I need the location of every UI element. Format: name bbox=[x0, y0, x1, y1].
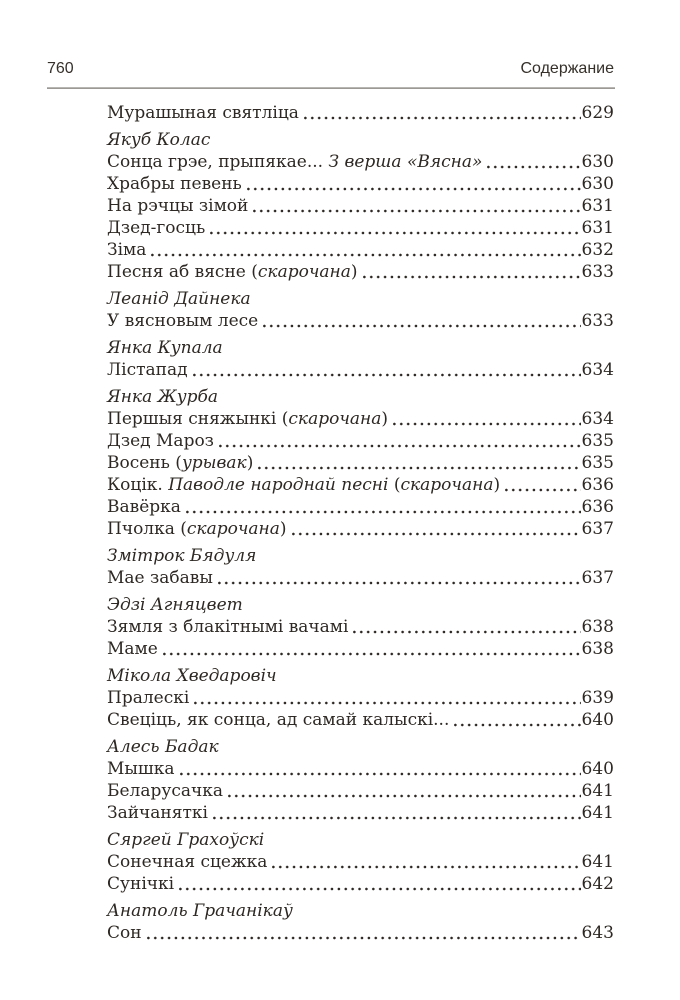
dot-leader bbox=[194, 701, 580, 705]
toc-entry bbox=[107, 310, 614, 332]
entry-title bbox=[107, 496, 181, 518]
dot-leader bbox=[210, 231, 580, 235]
dot-leader bbox=[253, 209, 580, 213]
toc-author bbox=[107, 129, 614, 151]
entry-title bbox=[107, 687, 189, 709]
entry-title-part: Пчолка ( bbox=[107, 519, 187, 539]
entry-title bbox=[107, 922, 142, 944]
dot-leader bbox=[353, 630, 580, 634]
entry-title-part: На рэчцы зімой bbox=[107, 196, 249, 216]
entry-title-part: У вясновым лесе bbox=[107, 311, 259, 331]
entry-page-number: 630 bbox=[581, 152, 614, 172]
entry-title-part: Першыя сняжынкі ( bbox=[107, 409, 289, 429]
toc-author bbox=[107, 736, 614, 758]
toc-entry bbox=[107, 217, 614, 239]
entry-title-part: Зайчаняткі bbox=[107, 803, 208, 823]
entry-title-italic-part: Паводле народнай песні bbox=[168, 475, 389, 495]
dot-leader bbox=[263, 324, 580, 328]
entry-title bbox=[107, 567, 213, 589]
entry-title bbox=[107, 310, 258, 332]
toc-entry bbox=[107, 687, 614, 709]
entry-title-part: Мае забавы bbox=[107, 568, 213, 588]
entry-page-number: 633 bbox=[581, 262, 614, 282]
entry-page-number: 643 bbox=[581, 923, 614, 943]
entry-page-number: 632 bbox=[581, 240, 614, 260]
toc-entry bbox=[107, 430, 614, 452]
toc-entry bbox=[107, 408, 614, 430]
entry-title-italic-part: скарочана bbox=[257, 262, 351, 282]
entry-page-number: 640 bbox=[581, 710, 614, 730]
dot-leader bbox=[163, 652, 581, 656]
entry-page-number: 634 bbox=[581, 360, 614, 380]
dot-leader bbox=[487, 165, 580, 169]
toc-entry bbox=[107, 452, 614, 474]
toc-entry bbox=[107, 261, 614, 283]
dot-leader bbox=[151, 253, 580, 257]
entry-page-number: 642 bbox=[581, 874, 614, 894]
entry-title-italic-part: З верша «Вясна» bbox=[328, 152, 483, 172]
entry-title bbox=[107, 709, 449, 731]
entry-title-part: Пралескі bbox=[107, 688, 190, 708]
dot-leader bbox=[147, 936, 581, 940]
entry-page-number: 631 bbox=[581, 218, 614, 238]
entry-title bbox=[107, 638, 158, 660]
author-name: Анатоль Грачанікаў bbox=[107, 901, 293, 921]
author-name: Якуб Колас bbox=[107, 130, 211, 150]
entry-page-number: 635 bbox=[581, 431, 614, 451]
dot-leader bbox=[213, 816, 581, 820]
entry-title bbox=[107, 102, 299, 124]
toc-entry bbox=[107, 873, 614, 895]
entry-title bbox=[107, 173, 242, 195]
entry-title-part: Сонца грэе, прыпякае... bbox=[107, 152, 329, 172]
running-title: Содержание bbox=[520, 60, 614, 77]
dot-leader bbox=[454, 723, 580, 727]
entry-page-number: 636 bbox=[581, 497, 614, 517]
toc-author bbox=[107, 545, 614, 567]
entry-title bbox=[107, 359, 188, 381]
toc-entry bbox=[107, 239, 614, 261]
entry-title bbox=[107, 430, 214, 452]
toc-entry bbox=[107, 567, 614, 589]
entry-page-number: 640 bbox=[581, 759, 614, 779]
entry-title bbox=[107, 780, 223, 802]
dot-leader bbox=[292, 532, 581, 536]
dot-leader bbox=[505, 488, 580, 492]
author-name: Мікола Хведаровіч bbox=[107, 666, 277, 686]
entry-page-number: 633 bbox=[581, 311, 614, 331]
toc-author bbox=[107, 900, 614, 922]
author-name: Змітрок Бядуля bbox=[107, 546, 257, 566]
entry-title bbox=[107, 151, 482, 173]
dot-leader bbox=[179, 887, 580, 891]
toc-entry bbox=[107, 709, 614, 731]
toc-entry bbox=[107, 359, 614, 381]
toc-entry bbox=[107, 195, 614, 217]
entry-title-part: ) bbox=[279, 519, 287, 539]
entry-title-part: Дзед-госць bbox=[107, 218, 206, 238]
entry-title-italic-part: скарочана bbox=[400, 475, 494, 495]
entry-title-part: Мышка bbox=[107, 759, 175, 779]
entry-page-number: 641 bbox=[581, 781, 614, 801]
entry-title bbox=[107, 802, 208, 824]
dot-leader bbox=[272, 865, 580, 869]
dot-leader bbox=[193, 373, 581, 377]
folio-page-number: 760 bbox=[47, 60, 74, 77]
dot-leader bbox=[247, 187, 581, 191]
entry-title-part: Маме bbox=[107, 639, 158, 659]
entry-title-part: Коцік. bbox=[107, 475, 169, 495]
toc-entry bbox=[107, 518, 614, 540]
entry-page-number: 641 bbox=[581, 803, 614, 823]
toc-entry bbox=[107, 802, 614, 824]
header-rule bbox=[47, 87, 615, 89]
entry-title bbox=[107, 758, 175, 780]
entry-title-part: Восень ( bbox=[107, 453, 182, 473]
entry-page-number: 629 bbox=[581, 103, 614, 123]
entry-title-part: ) bbox=[493, 475, 501, 495]
toc-author bbox=[107, 337, 614, 359]
author-name: Эдзі Агняцвет bbox=[107, 595, 243, 615]
author-name: Янка Журба bbox=[107, 387, 218, 407]
entry-title bbox=[107, 195, 248, 217]
entry-title-italic-part: скарочана bbox=[186, 519, 280, 539]
dot-leader bbox=[219, 444, 581, 448]
toc-author bbox=[107, 665, 614, 687]
entry-page-number: 631 bbox=[581, 196, 614, 216]
author-name: Алесь Бадак bbox=[107, 737, 219, 757]
entry-title-part: Храбры певень bbox=[107, 174, 242, 194]
entry-title-part: Песня аб вясне ( bbox=[107, 262, 258, 282]
toc-entry bbox=[107, 496, 614, 518]
entry-title-part: ) bbox=[381, 409, 389, 429]
entry-page-number: 634 bbox=[581, 409, 614, 429]
entry-title-part: Сон bbox=[107, 923, 142, 943]
entry-title-part: ) bbox=[350, 262, 358, 282]
toc-entry bbox=[107, 851, 614, 873]
author-name: Янка Купала bbox=[107, 338, 223, 358]
toc-author bbox=[107, 594, 614, 616]
toc-entry bbox=[107, 616, 614, 638]
entry-title bbox=[107, 452, 253, 474]
entry-title-part: Зямля з блакітнымі вачамі bbox=[107, 617, 349, 637]
dot-leader bbox=[363, 275, 581, 279]
dot-leader bbox=[258, 466, 580, 470]
entry-page-number: 635 bbox=[581, 453, 614, 473]
page-header bbox=[47, 0, 614, 78]
entry-page-number: 636 bbox=[581, 475, 614, 495]
dot-leader bbox=[304, 116, 581, 120]
toc-list bbox=[107, 102, 614, 944]
entry-title bbox=[107, 261, 358, 283]
dot-leader bbox=[186, 510, 581, 514]
entry-page-number: 638 bbox=[581, 617, 614, 637]
toc-entry bbox=[107, 173, 614, 195]
toc-author bbox=[107, 288, 614, 310]
entry-title-part: ( bbox=[388, 475, 401, 495]
dot-leader bbox=[228, 794, 581, 798]
entry-title-part: Лістапад bbox=[107, 360, 188, 380]
author-name: Сяргей Грахоўскі bbox=[107, 830, 265, 850]
entry-page-number: 638 bbox=[581, 639, 614, 659]
toc-entry bbox=[107, 474, 614, 496]
entry-page-number: 639 bbox=[581, 688, 614, 708]
author-name: Леанід Дайнека bbox=[107, 289, 251, 309]
entry-title-part: Сонечная сцежка bbox=[107, 852, 268, 872]
entry-title-part: Мурашыная святліца bbox=[107, 103, 299, 123]
toc-entry bbox=[107, 151, 614, 173]
toc-entry bbox=[107, 758, 614, 780]
entry-title bbox=[107, 518, 287, 540]
entry-title bbox=[107, 217, 205, 239]
entry-title-part: Зіма bbox=[107, 240, 147, 260]
entry-title bbox=[107, 474, 500, 496]
toc-entry bbox=[107, 922, 614, 944]
entry-title bbox=[107, 873, 174, 895]
entry-title-part: Сунічкі bbox=[107, 874, 175, 894]
toc-entry bbox=[107, 780, 614, 802]
entry-title-part: Беларусачка bbox=[107, 781, 224, 801]
entry-page-number: 637 bbox=[581, 519, 614, 539]
entry-title bbox=[107, 851, 267, 873]
toc-entry bbox=[107, 102, 614, 124]
entry-page-number: 637 bbox=[581, 568, 614, 588]
toc-entry bbox=[107, 638, 614, 660]
entry-title bbox=[107, 408, 388, 430]
dot-leader bbox=[393, 422, 581, 426]
entry-page-number: 641 bbox=[581, 852, 614, 872]
entry-title-italic-part: урывак bbox=[181, 453, 247, 473]
entry-title-part: ) bbox=[246, 453, 254, 473]
entry-title-part: Дзед Мароз bbox=[107, 431, 214, 451]
dot-leader bbox=[180, 772, 581, 776]
entry-title bbox=[107, 616, 348, 638]
entry-title-italic-part: скарочана bbox=[288, 409, 382, 429]
entry-title-part: Свеціць, як сонца, ад самай калыскі... bbox=[107, 710, 450, 730]
entry-title bbox=[107, 239, 146, 261]
toc-author bbox=[107, 386, 614, 408]
entry-title-part: Вавёрка bbox=[107, 497, 181, 517]
entry-page-number: 630 bbox=[581, 174, 614, 194]
toc-author bbox=[107, 829, 614, 851]
dot-leader bbox=[218, 581, 581, 585]
